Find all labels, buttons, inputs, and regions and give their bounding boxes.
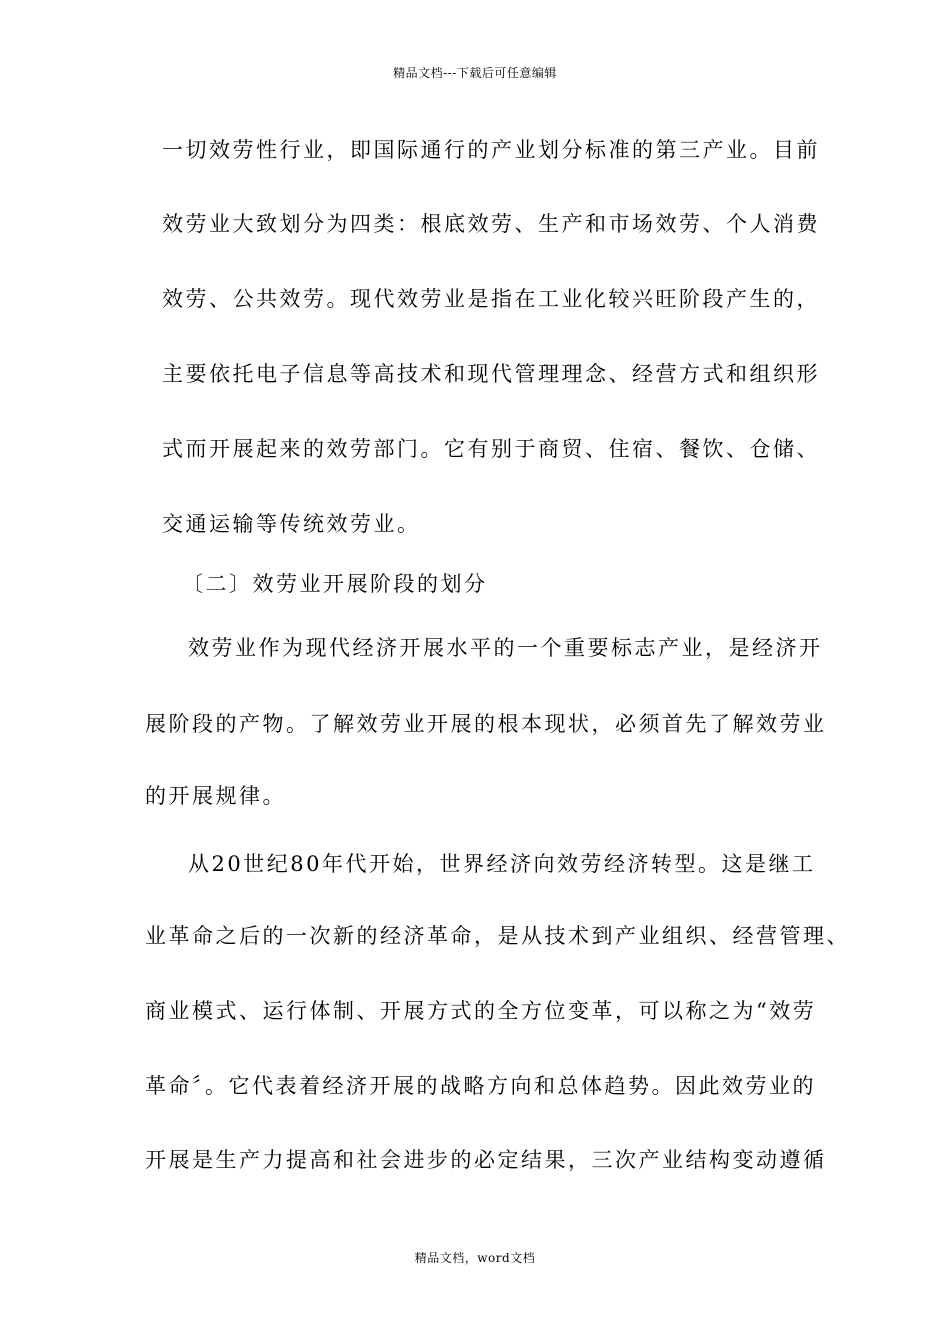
- body-line: 的开展规律。: [145, 784, 286, 808]
- body-line: 式而开展起来的效劳部门。它有别于商贸、住宿、餐饮、仓储、: [162, 437, 820, 461]
- body-line: 交通运输等传统效劳业。: [162, 512, 421, 536]
- page-header: 精品文档---下载后可任意编辑: [393, 66, 557, 80]
- body-line: 展阶段的产物。了解效劳业开展的根本现状，必须首先了解效劳业: [145, 712, 827, 736]
- body-line: 开展是生产力提高和社会进步的必定结果，三次产业结构变动遵循: [145, 1148, 827, 1172]
- page-footer: 精品文档，word文档: [414, 1251, 536, 1265]
- body-line: 效劳业大致划分为四类：根底效劳、生产和市场效劳、个人消费: [162, 212, 820, 236]
- body-line: 业革命之后的一次新的经济革命，是从技术到产业组织、经营管理、: [145, 924, 850, 948]
- paragraph-first-line: 效劳业作为现代经济开展水平的一个重要标志产业，是经济开: [188, 636, 823, 660]
- paragraph-first-line: 从20世纪80年代开始，世界经济向效劳经济转型。这是继工: [188, 852, 816, 876]
- body-line: 商业模式、运行体制、开展方式的全方位变革，可以称之为“效劳: [145, 999, 817, 1023]
- body-line: 一切效劳性行业，即国际通行的产业划分标准的第三产业。目前: [162, 138, 820, 162]
- body-line: 效劳、公共效劳。现代效劳业是指在工业化较兴旺阶段产生的，: [162, 287, 820, 311]
- body-line: 革命〞。它代表着经济开展的战略方向和总体趋势。因此效劳业的: [145, 1074, 816, 1098]
- body-line: 主要依托电子信息等高技术和现代管理理念、经营方式和组织形: [162, 362, 820, 386]
- section-heading: 〔二〕效劳业开展阶段的划分: [182, 572, 488, 596]
